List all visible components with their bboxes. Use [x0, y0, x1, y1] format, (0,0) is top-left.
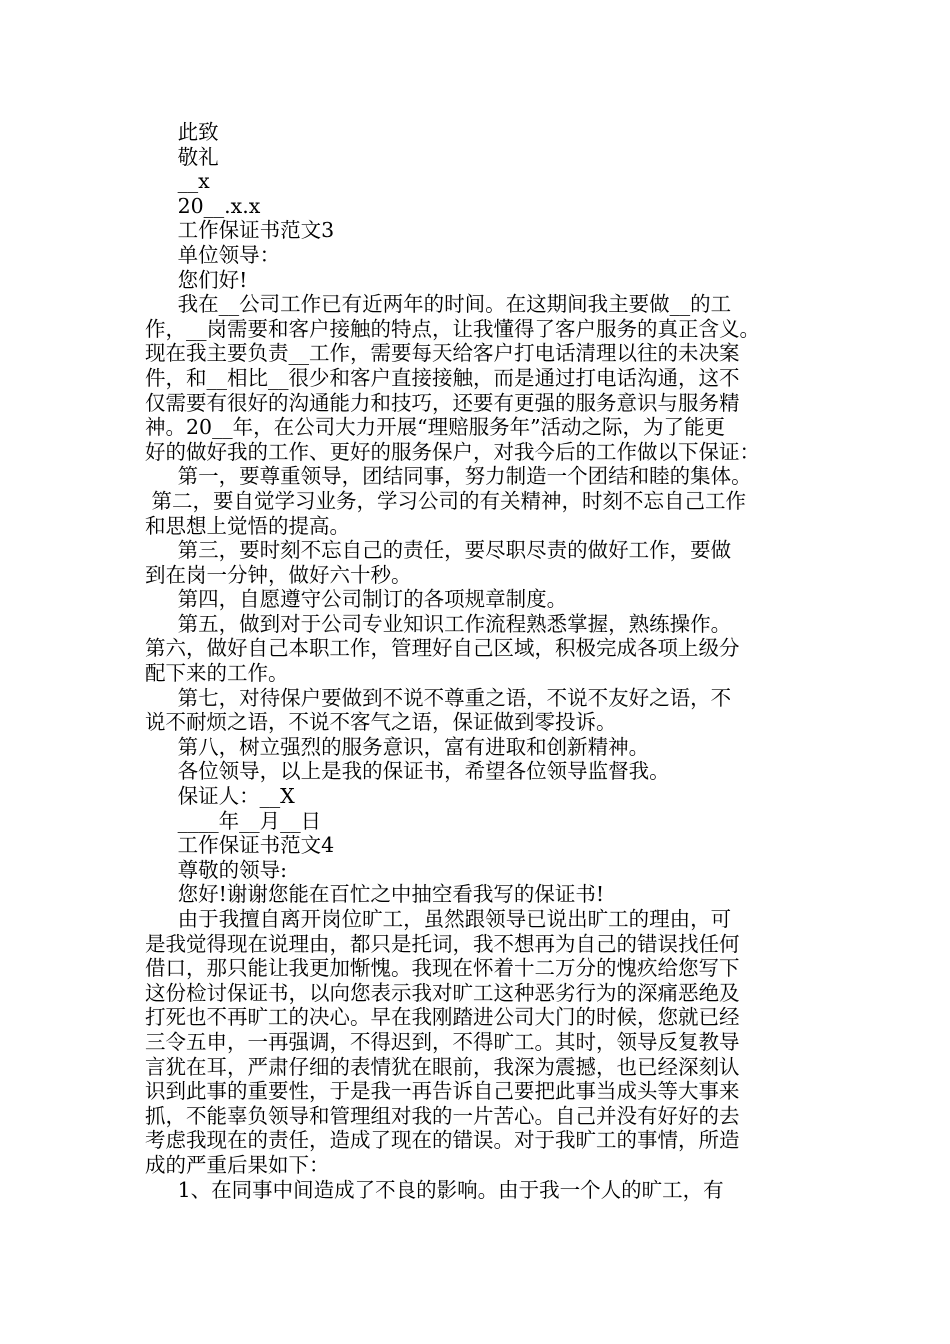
text-line: 第三，要时刻不忘自己的责任，要尽职尽责的做好工作，要做 — [145, 538, 732, 563]
text-line: 单位领导： — [145, 242, 281, 267]
text-line: 1、在同事中间造成了不良的影响。由于我一个人的旷工，有 — [145, 1177, 724, 1202]
text-line: 件，和__相比__很少和客户直接接触，而是通过打电话沟通，这不 — [145, 365, 740, 390]
text-line: 第七，对待保户要做到不说不尊重之语，不说不友好之语，不 — [145, 685, 732, 710]
text-line: 尊敬的领导: — [145, 857, 287, 882]
document-body — [145, 120, 820, 1202]
text-line: 第一，要尊重领导，团结同事，努力制造一个团结和睦的集体。 — [145, 464, 752, 489]
text-line: 现在我主要负责__工作，需要每天给客户打电话清理以往的未决案 — [145, 341, 740, 366]
text-line: 打死也不再旷工的决心。早在我刚踏进公司大门的时候，您就已经 — [145, 1005, 740, 1030]
text-line: __x — [145, 169, 210, 194]
text-line: 神。20__年，在公司大力开展“理赔服务年”活动之际，为了能更 — [145, 415, 726, 440]
text-line: 我在__公司工作已有近两年的时间。在这期间我主要做__的工 — [145, 292, 732, 317]
text-line: 敬礼 — [145, 144, 219, 169]
text-line: 好的做好我的工作、更好的服务保户，对我今后的工作做以下保证： — [145, 439, 760, 464]
text-line: ____年__月__日 — [145, 808, 322, 833]
text-line: 识到此事的重要性，于是我一再告诉自己要把此事当成头等大事来 — [145, 1079, 740, 1104]
text-line: 各位领导，以上是我的保证书，希望各位领导监督我。 — [145, 759, 670, 784]
text-line: 言犹在耳，严肃仔细的表情犹在眼前，我深为震撼，也已经深刻认 — [145, 1054, 740, 1079]
text-line: 您们好! — [145, 267, 248, 292]
text-line: 第五，做到对于公司专业知识工作流程熟悉掌握，熟练操作。 — [145, 611, 732, 636]
text-line: 抓，不能辜负领导和管理组对我的一片苦心。自己并没有好好的去 — [145, 1103, 740, 1128]
text-line: 20__.x.x — [145, 193, 261, 218]
text-line: 您好!谢谢您能在百忙之中抽空看我写的保证书! — [145, 882, 605, 907]
text-line: 保证人：__X — [145, 784, 295, 809]
text-line: 工作保证书范文4 — [145, 833, 335, 858]
text-line: 第六，做好自己本职工作，管理好自己区域，积极完成各项上级分 — [145, 636, 740, 661]
text-line: 此致 — [145, 120, 219, 144]
text-line: 考虑我现在的责任，造成了现在的错误。对于我旷工的事情，所造 — [145, 1128, 740, 1153]
text-line: 成的严重后果如下： — [145, 1152, 330, 1177]
text-line: 是我觉得现在说理由，都只是托词，我不想再为自己的错误找任何 — [145, 931, 740, 956]
text-line: 配下来的工作。 — [145, 661, 289, 686]
text-line: 和思想上觉悟的提高。 — [145, 513, 350, 538]
text-line: 这份检讨保证书，以向您表示我对旷工这种恶劣行为的深痛恶绝及 — [145, 980, 740, 1005]
text-line: 借口，那只能让我更加惭愧。我现在怀着十二万分的愧疚给您写下 — [145, 956, 740, 981]
text-line: 作，__岗需要和客户接触的特点，让我懂得了客户服务的真正含义。 — [145, 316, 760, 341]
text-line: 第二，要自觉学习业务，学习公司的有关精神，时刻不忘自己工作 — [145, 488, 747, 513]
text-line: 第八，树立强烈的服务意识，富有进取和创新精神。 — [145, 734, 650, 759]
text-line: 工作保证书范文3 — [145, 218, 335, 243]
text-line: 说不耐烦之语，不说不客气之语，保证做到零投诉。 — [145, 710, 617, 735]
text-line: 仅需要有很好的沟通能力和技巧，还要有更强的服务意识与服务精 — [145, 390, 740, 415]
text-line: 到在岗一分钟，做好六十秒。 — [145, 562, 412, 587]
text-line: 三令五申，一再强调，不得迟到，不得旷工。其时，领导反复教导 — [145, 1029, 740, 1054]
text-line: 由于我擅自离开岗位旷工，虽然跟领导已说出旷工的理由，可 — [145, 907, 732, 931]
text-line: 第四，自愿遵守公司制订的各项规章制度。 — [145, 587, 568, 612]
